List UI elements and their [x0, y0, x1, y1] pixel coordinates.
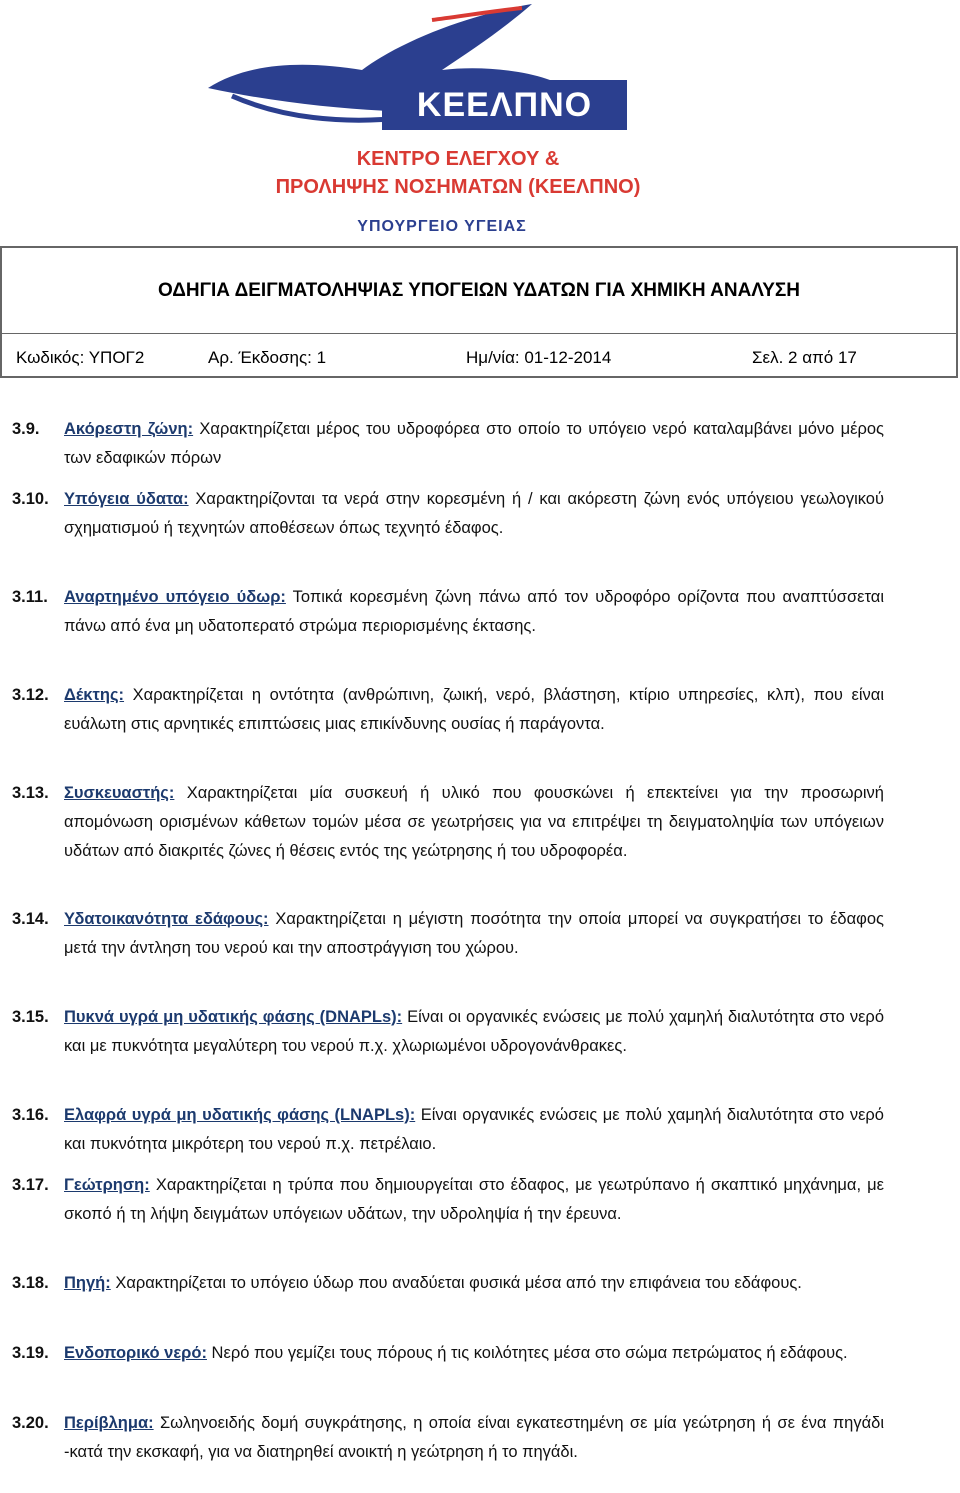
definition-item — [12, 415, 884, 473]
definition-number: 3.20. — [12, 1414, 49, 1432]
definition-text: Χαρακτηρίζεται το υπόγειο ύδωρ που αναδύεται φυσικά μέσα από την επιφάνεια του εδάφους. — [110, 1274, 802, 1292]
definition-item — [12, 1171, 884, 1229]
definition-item — [12, 1101, 884, 1159]
definition-item — [12, 1003, 884, 1061]
definition-number: 3.17. — [12, 1176, 49, 1194]
definition-item — [12, 1269, 884, 1298]
definition-text: Χαρακτηρίζονται τα νερά στην κορεσμένη ή / και ακόρεστη ζώνη ενός υπόγειου γεωλογικού σχηματισμού ή τεχνητών αποθέσεων όπως τεχνητό έδαφος. — [64, 490, 884, 537]
definition-number: 3.13. — [12, 784, 49, 802]
definition-item — [12, 485, 884, 543]
edition-number: Αρ. Έκδοσης: 1 — [208, 348, 327, 367]
definition-term: Υπόγεια ύδατα: — [64, 490, 189, 508]
definition-number: 3.19. — [12, 1344, 49, 1362]
definition-text: Είναι οι οργανικές ενώσεις με πολύ χαμηλή διαλυτότητα στο νερό και με πυκνότητα μεγαλύτερη του νερού π.χ. χλωριωμένοι υδρογονάνθρακες. — [64, 1008, 884, 1055]
definition-item — [12, 1409, 884, 1467]
definition-term: Γεώτρηση: — [64, 1176, 150, 1194]
page-number: Σελ. 2 από 17 — [752, 348, 857, 367]
definition-item — [12, 779, 884, 866]
org-name-line2: ΠΡΟΛΗΨΗΣ ΝΟΣΗΜΑΤΩΝ (ΚΕΕΛΠΝΟ) — [275, 176, 641, 198]
document-header — [0, 246, 958, 378]
definition-text: Χαρακτηρίζεται μία συσκευή ή υλικό που φουσκώνει ή επεκτείνει για την προσωρινή απομόνωση ορισμένων κάθετων τομών μέσα σε γεωτρήσεις για να επιτρέψει τη δειγματοληψία των υπόγειων υδάτων από διακριτές ζώνες ή θέσεις εντός της γεώτρησης ή του υδροφορέα. — [64, 784, 884, 860]
definition-text: Σωληνοειδής δομή συγκράτησης, η οποία είναι εγκατεστημένη σε μία γεώτρηση ή σε ένα πηγάδι -κατά την εκσκαφή, για να διατηρηθεί ανοικτή η γεώτρηση ή το πηγάδι. — [64, 1414, 884, 1461]
definition-term: Ενδοπορικό νερό: — [64, 1344, 207, 1362]
definition-term: Δέκτης: — [64, 686, 125, 704]
definition-number: 3.15. — [12, 1008, 49, 1026]
definition-item — [12, 1339, 884, 1368]
org-name-line1: ΚΕΝΤΡΟ ΕΛΕΓΧΟΥ & — [356, 148, 560, 170]
definition-number: 3.18. — [12, 1274, 49, 1292]
definition-text: Χαρακτηρίζεται η τρύπα που δημιουργείται στο έδαφος, με γεωτρύπανο ή σκαπτικό μηχάνημα, με σκοπό ή τη λήψη δειγμάτων υπόγειων υδάτων, την υδροληψία ή την έρευνα. — [64, 1176, 884, 1223]
definition-text: Τοπικά κορεσμένη ζώνη πάνω από τον υδροφόρο ορίζοντα που αναπτύσσεται πάνω από ένα μη υδατοπερατό στρώμα περιορισμένης έκτασης. — [64, 588, 885, 635]
ministry-name: ΥΠΟΥΡΓΕΙΟ ΥΓΕΙΑΣ — [357, 218, 527, 235]
definition-text: Νερό που γεμίζει τους πόρους ή τις κοιλότητες μέσα στο σώμα πετρώματος ή εδάφους. — [206, 1344, 848, 1362]
document-date: Ημ/νία: 01-12-2014 — [466, 348, 612, 367]
definition-number: 3.16. — [12, 1106, 49, 1124]
definition-term: Πηγή: — [64, 1274, 111, 1292]
definition-item — [12, 583, 884, 641]
definition-term: Συσκευαστής: — [64, 784, 175, 802]
definition-term: Αναρτημένο υπόγειο ύδωρ: — [64, 588, 286, 606]
definition-term: Πυκνά υγρά μη υδατικής φάσης (DNAPLs): — [64, 1008, 403, 1026]
definition-text: Χαρακτηρίζεται μέρος του υδροφόρεα στο οποίο το υπόγειο νερό καταλαμβάνει μόνο μέρος των εδαφικών πόρων — [64, 420, 885, 467]
definition-term: Ακόρεστη ζώνη: — [64, 420, 194, 438]
org-acronym: ΚΕΕΛΠΝΟ — [382, 80, 627, 130]
definition-number: 3.9. — [12, 420, 40, 438]
document-code: Κωδικός: ΥΠΟΓ2 — [16, 348, 145, 367]
definition-text: Χαρακτηρίζεται η μέγιστη ποσότητα την οποία μπορεί να συγκρατήσει το έδαφος μετά την άντληση του νερού και την αποστράγγιση του χώρου. — [64, 910, 884, 957]
definition-term: Ελαφρά υγρά μη υδατικής φάσης (LNAPLs): — [64, 1106, 416, 1124]
organization-logo — [172, 0, 714, 244]
definition-number: 3.10. — [12, 490, 49, 508]
definition-term: Υδατοικανότητα εδάφους: — [64, 910, 269, 928]
definition-number: 3.11. — [12, 588, 48, 606]
definition-text: Χαρακτηρίζεται η οντότητα (ανθρώπινη, ζωική, νερό, βλάστηση, κτίριο υπηρεσίες, κλπ), που είναι ευάλωτη στις αρνητικές επιπτώσεις μιας επικίνδυνης ουσίας ή παράγοντα. — [64, 686, 884, 733]
definition-number: 3.14. — [12, 910, 49, 928]
definition-item — [12, 905, 884, 963]
definition-number: 3.12. — [12, 686, 49, 704]
definition-item — [12, 681, 884, 739]
definition-text: Είναι οργανικές ενώσεις με πολύ χαμηλή διαλυτότητα στο νερό και πυκνότητα μικρότερη του νερού π.χ. πετρέλαιο. — [64, 1106, 884, 1153]
document-title: ΟΔΗΓΙΑ ΔΕΙΓΜΑΤΟΛΗΨΙΑΣ ΥΠΟΓΕΙΩΝ ΥΔΑΤΩΝ ΓΙΑ ΧΗΜΙΚΗ ΑΝΑΛΥΣΗ — [2, 248, 956, 334]
definition-term: Περίβλημα: — [64, 1414, 154, 1432]
